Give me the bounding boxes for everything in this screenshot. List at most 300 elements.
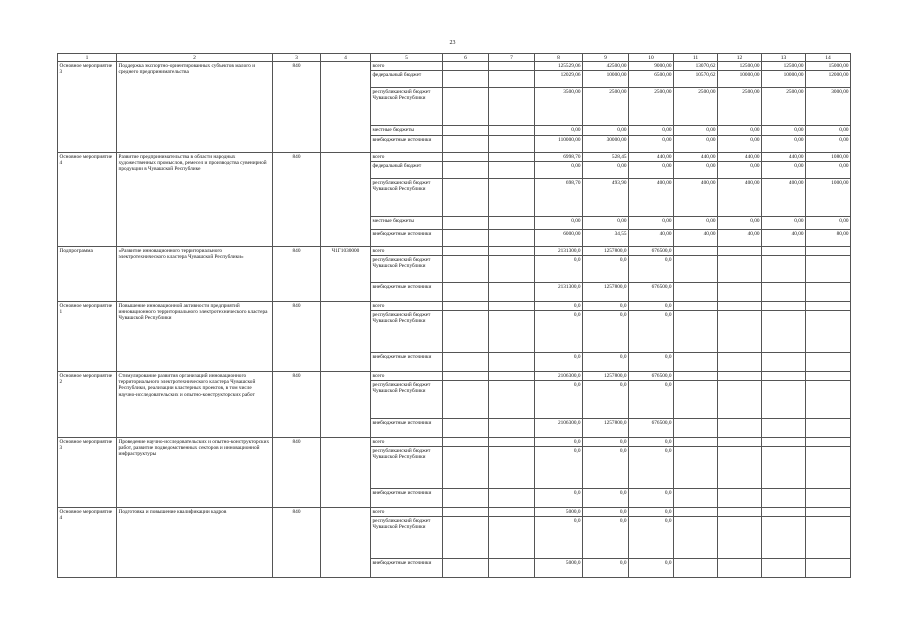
column-number-row (58, 54, 851, 62)
amount-cell: 400,00 (674, 179, 718, 217)
amount-cell (806, 489, 851, 508)
column-number: 10 (629, 54, 674, 62)
empty-cell (443, 508, 489, 517)
empty-cell (443, 217, 489, 230)
amount-cell: 2500,00 (674, 88, 718, 126)
amount-cell: 10000,00 (762, 71, 806, 88)
amount-cell (718, 447, 762, 489)
amount-cell: 6000,00 (535, 230, 583, 247)
empty-cell (443, 247, 489, 256)
amount-cell (762, 559, 806, 578)
amount-cell: 2106300,0 (535, 419, 583, 438)
empty-cell (443, 489, 489, 508)
event-type-cell: Основное мероприятие 2 (58, 372, 117, 438)
empty-cell (443, 136, 489, 153)
amount-cell (674, 489, 718, 508)
amount-cell: 0,00 (535, 126, 583, 136)
funding-source-cell: республиканский бюджет Чувашской Республики (371, 256, 443, 283)
event-type-cell: Подпрограмма (58, 247, 117, 302)
amount-cell: 0,00 (535, 162, 583, 179)
table-row (58, 438, 851, 447)
amount-cell: 0,0 (583, 508, 629, 517)
column-number: 2 (117, 54, 273, 62)
amount-cell (674, 302, 718, 311)
amount-cell (674, 372, 718, 381)
column-number: 8 (535, 54, 583, 62)
amount-cell: 0,0 (535, 302, 583, 311)
empty-cell (489, 419, 535, 438)
amount-cell (762, 381, 806, 419)
amount-cell: 0,0 (583, 517, 629, 559)
amount-cell: 0,0 (583, 559, 629, 578)
event-name-cell: Подготовка и повышение квалификации кадров (117, 508, 273, 578)
amount-cell: 2500,00 (718, 88, 762, 126)
amount-cell (762, 311, 806, 353)
amount-cell (674, 559, 718, 578)
amount-cell: 40,00 (629, 230, 674, 247)
amount-cell: 10000,00 (718, 71, 762, 88)
amount-cell (718, 372, 762, 381)
budget-code-cell: Ч1Г1030000 (321, 247, 371, 302)
funding-source-cell: республиканский бюджет Чувашской Республики (371, 517, 443, 559)
event-name-cell: Стимулирование развития организаций инновационного территориального электротехнического кластера Чувашской Республики, реализации кластерных проектов, в том числе научно-исследовательских и опытно-конструкторских работ (117, 372, 273, 438)
amount-cell (718, 517, 762, 559)
amount-cell: 440,00 (762, 153, 806, 162)
amount-cell: 0,00 (629, 136, 674, 153)
amount-cell: 0,00 (674, 136, 718, 153)
amount-cell: 10000,00 (583, 71, 629, 88)
event-type-cell: Основное мероприятие 3 (58, 62, 117, 153)
amount-cell: 0,0 (535, 489, 583, 508)
amount-cell: 0,00 (718, 162, 762, 179)
amount-cell: 0,0 (535, 353, 583, 372)
program-finance-table (57, 53, 851, 578)
amount-cell: 0,00 (806, 162, 851, 179)
empty-cell (443, 71, 489, 88)
amount-cell: 40,00 (718, 230, 762, 247)
amount-cell: 3000,00 (806, 88, 851, 126)
funding-source-cell: всего (371, 508, 443, 517)
amount-cell: 0,00 (718, 217, 762, 230)
column-number: 4 (321, 54, 371, 62)
amount-cell: 125529,06 (535, 62, 583, 71)
table-row (58, 247, 851, 256)
amount-cell (718, 559, 762, 578)
responsible-code-cell: 840 (273, 508, 321, 578)
table-row (58, 508, 851, 517)
amount-cell: 0,00 (629, 162, 674, 179)
amount-cell (718, 247, 762, 256)
amount-cell: 0,0 (629, 447, 674, 489)
funding-source-cell: всего (371, 153, 443, 162)
amount-cell: 0,00 (629, 217, 674, 230)
amount-cell (762, 489, 806, 508)
empty-cell (489, 489, 535, 508)
empty-cell (443, 179, 489, 217)
empty-cell (489, 438, 535, 447)
amount-cell: 676500,0 (629, 283, 674, 302)
amount-cell (806, 438, 851, 447)
amount-cell (762, 438, 806, 447)
amount-cell (674, 353, 718, 372)
amount-cell (718, 311, 762, 353)
table-row (58, 372, 851, 381)
amount-cell (674, 517, 718, 559)
amount-cell: 0,0 (629, 381, 674, 419)
amount-cell: 0,00 (674, 217, 718, 230)
amount-cell (806, 517, 851, 559)
funding-source-cell: внебюджетные источники (371, 136, 443, 153)
empty-cell (443, 517, 489, 559)
event-name-cell: Проведение научно-исследовательских и опытно-конструкторских работ, развитие подведомственных секторов и инновационной инфраструктуры (117, 438, 273, 508)
amount-cell: 400,00 (762, 179, 806, 217)
amount-cell: 0,00 (629, 126, 674, 136)
amount-cell (806, 559, 851, 578)
amount-cell: 0,0 (629, 517, 674, 559)
empty-cell (489, 559, 535, 578)
column-number: 5 (371, 54, 443, 62)
amount-cell: 42500,00 (583, 62, 629, 71)
amount-cell: 0,0 (629, 559, 674, 578)
empty-cell (443, 62, 489, 71)
amount-cell: 440,00 (674, 153, 718, 162)
amount-cell: 0,0 (629, 353, 674, 372)
amount-cell: 0,00 (806, 126, 851, 136)
column-number: 11 (674, 54, 718, 62)
column-number: 9 (583, 54, 629, 62)
event-type-cell: Основное мероприятие 3 (58, 438, 117, 508)
empty-cell (443, 153, 489, 162)
amount-cell: 34,55 (583, 230, 629, 247)
funding-source-cell: внебюджетные источники (371, 283, 443, 302)
amount-cell: 0,0 (583, 438, 629, 447)
funding-source-cell: всего (371, 302, 443, 311)
amount-cell: 440,00 (718, 153, 762, 162)
empty-cell (443, 256, 489, 283)
funding-source-cell: внебюджетные источники (371, 559, 443, 578)
amount-cell (806, 447, 851, 489)
amount-cell: 2131300,0 (535, 247, 583, 256)
amount-cell: 0,0 (583, 256, 629, 283)
amount-cell: 6500,00 (629, 71, 674, 88)
funding-source-cell: всего (371, 438, 443, 447)
amount-cell: 0,0 (583, 381, 629, 419)
funding-source-cell: республиканский бюджет Чувашской Республики (371, 179, 443, 217)
empty-cell (489, 62, 535, 71)
table-row (58, 62, 851, 71)
funding-source-cell: республиканский бюджет Чувашской Республики (371, 311, 443, 353)
amount-cell (806, 508, 851, 517)
amount-cell: 0,00 (762, 217, 806, 230)
amount-cell: 0,00 (674, 126, 718, 136)
amount-cell: 0,0 (629, 438, 674, 447)
empty-cell (443, 230, 489, 247)
amount-cell: 2106300,0 (535, 372, 583, 381)
funding-source-cell: внебюджетные источники (371, 419, 443, 438)
amount-cell: 1257800,0 (583, 247, 629, 256)
empty-cell (443, 447, 489, 489)
amount-cell: 1257800,0 (583, 283, 629, 302)
empty-cell (489, 217, 535, 230)
empty-cell (489, 447, 535, 489)
amount-cell: 0,00 (718, 126, 762, 136)
amount-cell (762, 283, 806, 302)
amount-cell (718, 302, 762, 311)
column-number: 6 (443, 54, 489, 62)
funding-source-cell: федеральный бюджет (371, 162, 443, 179)
amount-cell (718, 508, 762, 517)
amount-cell: 1257800,0 (583, 419, 629, 438)
amount-cell: 3500,00 (535, 88, 583, 126)
table-row (58, 302, 851, 311)
empty-cell (443, 559, 489, 578)
amount-cell: 528,45 (583, 153, 629, 162)
funding-source-cell: внебюджетные источники (371, 353, 443, 372)
amount-cell: 0,00 (762, 126, 806, 136)
amount-cell (806, 247, 851, 256)
empty-cell (489, 230, 535, 247)
amount-cell: 0,0 (583, 302, 629, 311)
amount-cell (806, 419, 851, 438)
event-type-cell: Основное мероприятие 4 (58, 153, 117, 247)
amount-cell (762, 508, 806, 517)
amount-cell (806, 381, 851, 419)
amount-cell (674, 381, 718, 419)
amount-cell (806, 256, 851, 283)
responsible-code-cell: 840 (273, 153, 321, 247)
amount-cell: 0,0 (629, 302, 674, 311)
column-number: 1 (58, 54, 117, 62)
empty-cell (443, 438, 489, 447)
column-number: 13 (762, 54, 806, 62)
empty-cell (443, 283, 489, 302)
amount-cell: 0,0 (629, 489, 674, 508)
amount-cell (806, 302, 851, 311)
amount-cell: 676500,0 (629, 247, 674, 256)
empty-cell (489, 153, 535, 162)
amount-cell: 2500,00 (583, 88, 629, 126)
empty-cell (443, 353, 489, 372)
amount-cell: 0,00 (674, 162, 718, 179)
amount-cell: 698,70 (535, 179, 583, 217)
amount-cell (806, 372, 851, 381)
column-number: 3 (273, 54, 321, 62)
amount-cell: 30000,00 (583, 136, 629, 153)
amount-cell (718, 489, 762, 508)
amount-cell: 0,00 (806, 217, 851, 230)
empty-cell (489, 302, 535, 311)
empty-cell (489, 256, 535, 283)
amount-cell (674, 283, 718, 302)
empty-cell (443, 162, 489, 179)
amount-cell: 1000,00 (806, 179, 851, 217)
amount-cell: 0,0 (629, 311, 674, 353)
amount-cell (674, 508, 718, 517)
table-body (58, 54, 851, 578)
amount-cell: 40,00 (674, 230, 718, 247)
event-name-cell: «Развитие инновационного территориального электротехнического кластера Чувашской Республики» (117, 247, 273, 302)
amount-cell: 12000,00 (806, 71, 851, 88)
empty-cell (489, 136, 535, 153)
amount-cell: 6998,70 (535, 153, 583, 162)
funding-source-cell: всего (371, 247, 443, 256)
responsible-code-cell: 840 (273, 247, 321, 302)
funding-source-cell: внебюджетные источники (371, 230, 443, 247)
amount-cell (718, 283, 762, 302)
amount-cell: 400,00 (629, 179, 674, 217)
amount-cell: 15000,00 (806, 62, 851, 71)
amount-cell: 10570,62 (674, 71, 718, 88)
funding-source-cell: республиканский бюджет Чувашской Республики (371, 447, 443, 489)
empty-cell (443, 381, 489, 419)
amount-cell (674, 311, 718, 353)
amount-cell: 0,0 (583, 311, 629, 353)
empty-cell (489, 179, 535, 217)
amount-cell: 493,90 (583, 179, 629, 217)
amount-cell (762, 353, 806, 372)
budget-code-cell (321, 62, 371, 153)
amount-cell: 0,00 (535, 217, 583, 230)
amount-cell (674, 256, 718, 283)
budget-code-cell (321, 372, 371, 438)
amount-cell: 1257800,0 (583, 372, 629, 381)
funding-source-cell: внебюджетные источники (371, 489, 443, 508)
event-name-cell: Поддержка экспортно-ориентированных субъектов малого и среднего предпринимательства (117, 62, 273, 153)
column-number: 14 (806, 54, 851, 62)
amount-cell: 676500,0 (629, 372, 674, 381)
empty-cell (489, 381, 535, 419)
amount-cell (674, 447, 718, 489)
amount-cell: 13070,62 (674, 62, 718, 71)
amount-cell: 0,0 (535, 447, 583, 489)
amount-cell: 110000,00 (535, 136, 583, 153)
amount-cell: 0,00 (762, 162, 806, 179)
amount-cell: 0,00 (806, 136, 851, 153)
amount-cell: 0,00 (762, 136, 806, 153)
amount-cell (718, 438, 762, 447)
empty-cell (489, 508, 535, 517)
funding-source-cell: всего (371, 372, 443, 381)
responsible-code-cell: 840 (273, 302, 321, 372)
amount-cell: 0,0 (583, 447, 629, 489)
amount-cell: 0,0 (583, 353, 629, 372)
amount-cell: 0,0 (535, 311, 583, 353)
event-name-cell: Повышение инновационной активности предприятий инновационного территориального электротехнического кластера Чувашской Республики (117, 302, 273, 372)
responsible-code-cell: 840 (273, 372, 321, 438)
budget-code-cell (321, 153, 371, 247)
funding-source-cell: республиканский бюджет Чувашской Республики (371, 381, 443, 419)
event-name-cell: Развитие предпринимательства в области народных художественных промыслов, ремесел и производства сувенирной продукции в Чувашской Республике (117, 153, 273, 247)
amount-cell (762, 517, 806, 559)
amount-cell (762, 302, 806, 311)
empty-cell (443, 302, 489, 311)
amount-cell: 1080,00 (806, 153, 851, 162)
amount-cell: 40,00 (762, 230, 806, 247)
amount-cell: 0,00 (583, 217, 629, 230)
amount-cell (762, 419, 806, 438)
empty-cell (489, 126, 535, 136)
empty-cell (443, 419, 489, 438)
event-type-cell: Основное мероприятие 1 (58, 302, 117, 372)
amount-cell: 12500,00 (762, 62, 806, 71)
funding-source-cell: местные бюджеты (371, 217, 443, 230)
amount-cell (806, 283, 851, 302)
funding-source-cell: всего (371, 62, 443, 71)
empty-cell (489, 311, 535, 353)
amount-cell (762, 447, 806, 489)
amount-cell: 80,00 (806, 230, 851, 247)
amount-cell: 12029,06 (535, 71, 583, 88)
empty-cell (443, 126, 489, 136)
amount-cell: 0,0 (629, 256, 674, 283)
amount-cell: 0,0 (583, 489, 629, 508)
amount-cell (718, 419, 762, 438)
amount-cell: 0,0 (535, 438, 583, 447)
empty-cell (489, 517, 535, 559)
amount-cell (762, 256, 806, 283)
amount-cell: 440,00 (629, 153, 674, 162)
amount-cell: 2500,00 (762, 88, 806, 126)
amount-cell (718, 256, 762, 283)
empty-cell (443, 88, 489, 126)
budget-code-cell (321, 438, 371, 508)
funding-source-cell: местные бюджеты (371, 126, 443, 136)
empty-cell (489, 247, 535, 256)
responsible-code-cell: 840 (273, 62, 321, 153)
empty-cell (443, 311, 489, 353)
amount-cell: 0,0 (535, 256, 583, 283)
amount-cell: 0,00 (583, 126, 629, 136)
amount-cell (718, 381, 762, 419)
budget-code-cell (321, 302, 371, 372)
empty-cell (489, 353, 535, 372)
amount-cell: 9000,00 (629, 62, 674, 71)
amount-cell (806, 353, 851, 372)
empty-cell (489, 283, 535, 302)
budget-code-cell (321, 508, 371, 578)
empty-cell (489, 372, 535, 381)
amount-cell (806, 311, 851, 353)
funding-source-cell: федеральный бюджет (371, 71, 443, 88)
amount-cell (674, 419, 718, 438)
amount-cell (762, 372, 806, 381)
amount-cell: 400,00 (718, 179, 762, 217)
amount-cell: 5000,0 (535, 559, 583, 578)
table-row (58, 153, 851, 162)
amount-cell: 676500,0 (629, 419, 674, 438)
empty-cell (489, 162, 535, 179)
empty-cell (489, 71, 535, 88)
funding-source-cell: республиканский бюджет Чувашской Республики (371, 88, 443, 126)
page-number: 23 (449, 40, 456, 46)
column-number: 12 (718, 54, 762, 62)
responsible-code-cell: 840 (273, 438, 321, 508)
amount-cell: 0,00 (583, 162, 629, 179)
amount-cell (762, 247, 806, 256)
event-type-cell: Основное мероприятие 4 (58, 508, 117, 578)
amount-cell: 0,0 (535, 381, 583, 419)
column-number: 7 (489, 54, 535, 62)
amount-cell: 5000,0 (535, 508, 583, 517)
empty-cell (443, 372, 489, 381)
amount-cell: 0,0 (629, 508, 674, 517)
amount-cell (674, 247, 718, 256)
amount-cell: 2131300,0 (535, 283, 583, 302)
amount-cell: 12500,00 (718, 62, 762, 71)
amount-cell: 0,00 (718, 136, 762, 153)
empty-cell (489, 88, 535, 126)
amount-cell: 0,0 (535, 517, 583, 559)
